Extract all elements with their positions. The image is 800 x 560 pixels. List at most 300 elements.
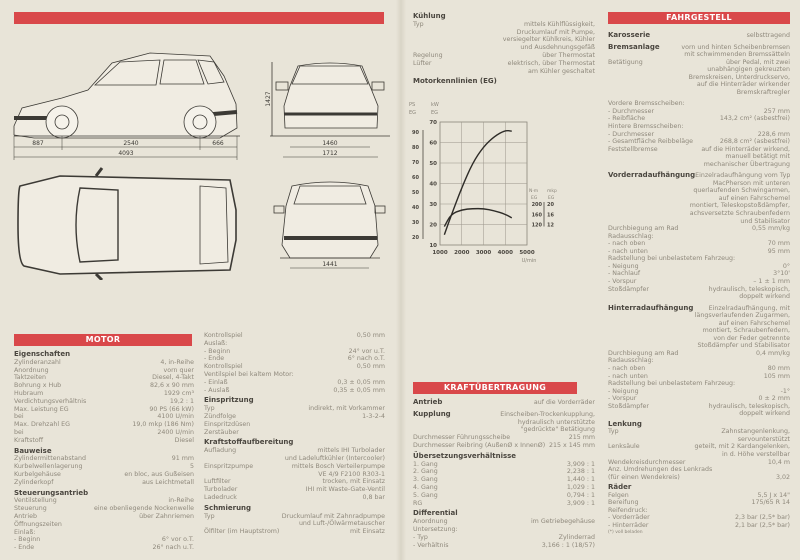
spec-row <box>413 468 595 476</box>
spec-value: mittels Kühlflüssigkeit, <box>523 20 595 28</box>
fahrgestell-banner: FAHRGESTELL <box>608 12 790 24</box>
spec-value: MacPherson mit unteren <box>712 179 790 187</box>
spec-row <box>413 484 595 492</box>
spec-label: Ölfilter (im Hauptstrom) <box>204 528 280 536</box>
spec-row <box>608 225 790 233</box>
spec-value: 82,6 x 90 mm <box>149 382 194 390</box>
spec-value: 175/65 R 14 <box>751 499 790 507</box>
spec-value: elektrisch, über Thermostat <box>507 59 595 67</box>
spec-label: Kurbelwellenlagerung <box>14 463 83 471</box>
spec-value: unabhängigen gekreuzten <box>707 66 790 74</box>
spec-value: 4100 U/min <box>157 413 194 421</box>
spec-row <box>204 379 385 387</box>
engine-curves-chart <box>405 90 565 275</box>
spec-value: 0,794 : 1 <box>566 491 595 499</box>
section-heading: Eigenschaften <box>14 350 71 358</box>
section-heading: Lenkung <box>608 419 642 428</box>
spec-label: Felgen <box>608 491 629 499</box>
spec-value: am Kühler geschaltet <box>527 67 595 75</box>
spec-row <box>608 108 790 116</box>
spec-row <box>608 278 790 286</box>
dim-front-overhang: 887 <box>32 140 44 147</box>
dim-height: 1427 <box>265 91 272 107</box>
spec-value: 0,50 mm <box>356 363 385 371</box>
spec-value: 95 mm <box>767 247 790 255</box>
power-curve <box>444 131 511 235</box>
spec-label: Zündfolge <box>204 412 236 420</box>
spec-row <box>14 471 194 479</box>
nm-tick-label: 120 <box>531 222 542 229</box>
spec-row <box>413 29 595 37</box>
spec-value: 4, in-Reihe <box>160 358 194 366</box>
spec-value: 0 ± 2 mm <box>758 395 790 403</box>
spec-value: und Stabilisator <box>740 217 790 225</box>
section-heading: Bauweise <box>14 446 52 455</box>
spec-row <box>14 359 194 367</box>
spec-value: 0,50 mm <box>356 332 385 339</box>
spec-row <box>608 514 790 522</box>
spec-value: 105 mm <box>763 372 790 380</box>
spec-label: Zylindermittenabstand <box>14 455 87 463</box>
spec-row <box>413 461 595 469</box>
side-view <box>14 53 240 138</box>
car-dimension-drawings <box>0 40 400 280</box>
spec-row <box>608 248 790 256</box>
spec-row <box>608 153 790 161</box>
spec-label: - Beginn <box>14 536 41 544</box>
spec-value: auf die Hinterräder wirkender <box>696 81 790 89</box>
spec-row <box>608 459 790 467</box>
spec-value: Diesel <box>174 436 194 444</box>
spec-row <box>608 240 790 248</box>
spec-row <box>608 499 790 507</box>
section-heading: Kupplung <box>413 409 451 418</box>
spec-label: Anordnung <box>14 366 49 374</box>
spec-value: im Getriebegehäuse <box>530 518 595 526</box>
spec-label: Turbolader <box>204 486 238 494</box>
spec-label: Radstellung bei unbelastetem Fahrzeug: <box>608 380 736 388</box>
spec-row <box>204 478 385 486</box>
spec-row <box>14 536 194 544</box>
spec-value: längsverlaufenden Zugarmen, <box>694 312 790 320</box>
spec-row <box>608 51 790 59</box>
top-view <box>18 168 236 280</box>
spec-row <box>204 355 385 363</box>
section-heading: Hinterradaufhängung <box>608 303 694 312</box>
spec-value: auf einen Fahrschemel <box>718 194 790 202</box>
spec-label: (für einen Wendekreis) <box>608 473 680 481</box>
spec-label: Aufladung <box>204 447 237 455</box>
spec-row <box>14 521 194 529</box>
spec-row <box>14 513 194 521</box>
ps-tick-label: 60 <box>412 175 419 181</box>
spec-value: 5 <box>189 463 194 471</box>
spec-row <box>413 492 595 500</box>
spec-value: – 1 ± 1 mm <box>753 277 790 285</box>
spec-row <box>204 421 385 429</box>
spec-label: Radstellung bei unbelastetem Fahrzeug: <box>608 255 736 263</box>
spec-value: 90 PS (66 kW) <box>149 405 194 413</box>
spec-row <box>608 218 790 226</box>
nm-tick-label: 200 <box>531 202 542 208</box>
spec-row <box>608 522 790 530</box>
spec-label: Steuerung <box>14 505 47 513</box>
spec-label: Antrieb <box>14 512 37 520</box>
spec-row <box>608 335 790 343</box>
spec-label: - Vorspur <box>608 277 637 285</box>
x-tick-label: 5000 <box>519 250 535 256</box>
spec-value: en bloc, aus Gußeisen <box>124 470 194 478</box>
ps-axis-sub: EG <box>409 110 417 116</box>
spec-value: hydraulisch unterstützte <box>517 418 595 426</box>
spec-row <box>608 270 790 278</box>
spec-value: Stoßdämpfer und Stabilisator <box>697 342 790 350</box>
spec-value: in d. Höhe verstellbar <box>722 450 790 458</box>
kraftuebertragung-banner: KRAFTÜBERTRAGUNG <box>413 382 577 394</box>
spec-value: doppelt wirkend <box>739 293 790 301</box>
mkp-axis-sub: EG <box>548 196 555 201</box>
spec-row <box>204 340 385 348</box>
spec-label: - Durchmesser <box>608 130 655 138</box>
ps-tick-label: 20 <box>412 235 419 241</box>
dim-length: 4093 <box>118 150 134 157</box>
spec-value: Zylinderrad <box>558 533 595 541</box>
kw-axis-label: kW <box>431 102 439 108</box>
spec-label: Ventilstellung <box>14 497 57 505</box>
spec-row <box>204 405 385 413</box>
spec-label: Betätigung <box>608 58 643 66</box>
spec-row <box>204 363 385 371</box>
spec-row <box>204 332 385 340</box>
spec-row <box>204 528 385 536</box>
spec-row <box>14 382 194 390</box>
spec-value: 19,2 : 1 <box>169 397 194 405</box>
ps-tick-label: 40 <box>412 205 419 211</box>
spec-row <box>413 500 595 508</box>
spec-heading-row <box>608 44 790 52</box>
spec-label: Stoßdämpfer <box>608 285 649 293</box>
spec-value: Bremskreisen, Unterdruckservo, <box>688 73 790 81</box>
spec-label: Luftfilter <box>204 478 231 486</box>
kw-tick-label: 20 <box>429 222 437 229</box>
x-tick-label: 1000 <box>432 250 448 256</box>
spec-row <box>14 398 194 406</box>
nm-axis-label: N·m <box>529 189 539 194</box>
spec-value: 2,3 bar (2,5* bar) <box>735 514 790 522</box>
spec-value: 0° <box>782 262 790 270</box>
spec-row <box>413 518 595 526</box>
section-heading: Motorkennlinien (EG) <box>413 77 497 86</box>
spec-row <box>608 263 790 271</box>
spec-row <box>204 494 385 502</box>
spec-row <box>608 357 790 365</box>
spec-row <box>413 44 595 52</box>
spec-row <box>413 21 595 29</box>
spec-row <box>413 426 595 434</box>
spec-row <box>608 410 790 418</box>
spec-label: Anordnung <box>413 518 448 526</box>
spec-row <box>204 486 385 494</box>
spec-row <box>608 115 790 123</box>
spec-row <box>608 436 790 444</box>
spec-label: - Hinterräder <box>608 521 649 529</box>
spec-label: Reifendruck: <box>608 506 648 514</box>
spec-label: - Neigung <box>608 387 639 395</box>
spec-value: und Luft-/Ölwärmetauscher <box>298 520 385 528</box>
spec-label: - Beginn <box>204 347 231 355</box>
spec-value: 2,238 : 1 <box>566 468 595 476</box>
spec-label: - nach oben <box>608 240 646 248</box>
spec-label: - nach unten <box>608 372 648 380</box>
spec-label: Stoßdämpfer <box>608 402 649 410</box>
kw-tick-label: 70 <box>429 120 437 126</box>
spec-value: Einscheiben-Trockenkupplung, <box>500 410 595 418</box>
spec-value: 24° vor u.T. <box>348 347 385 355</box>
chassis-specs <box>608 28 790 537</box>
spec-row <box>608 89 790 97</box>
spec-row <box>413 36 595 44</box>
spec-label: 2. Gang <box>413 468 438 476</box>
spec-value: 215 x 145 mm <box>548 441 595 449</box>
front-view <box>270 62 390 136</box>
spec-label: Typ <box>608 428 619 436</box>
spec-row <box>608 66 790 74</box>
spec-row <box>608 202 790 210</box>
spec-row <box>14 455 194 463</box>
spec-label: 1. Gang <box>413 460 438 468</box>
spec-row <box>204 520 385 528</box>
spec-row <box>608 81 790 89</box>
spec-row <box>204 447 385 455</box>
spec-row <box>608 255 790 263</box>
spec-row <box>413 52 595 60</box>
spec-value: vorn quer <box>163 366 194 374</box>
dim-rear-track: 1441 <box>322 261 338 268</box>
kw-tick-label: 10 <box>429 243 437 249</box>
spec-value: Bremskraftregler <box>736 88 790 96</box>
spec-label: - Nachlauf <box>608 270 641 278</box>
spec-value: 215 mm <box>568 434 595 442</box>
spec-value: versiegelter Kühlkreis, Kühler <box>502 36 595 44</box>
cooling-specs <box>413 10 595 86</box>
spec-value: 1,440 : 1 <box>566 476 595 484</box>
spec-value: und Ladeluftkühler (Intercooler) <box>284 454 385 462</box>
spec-value: 5,5 J x 14" <box>757 491 790 499</box>
spec-value: selbsttragend <box>746 32 790 39</box>
spec-row <box>608 403 790 411</box>
spec-label: Typ <box>204 405 215 413</box>
section-heading: Kraftstoffaufbereitung <box>204 438 294 447</box>
spec-label: Zerstäuber <box>204 428 239 436</box>
spec-row <box>608 388 790 396</box>
spec-row <box>14 406 194 414</box>
spec-label: - nach unten <box>608 247 648 255</box>
spec-row <box>14 429 194 437</box>
spec-value: mit schwimmenden Bremssätteln <box>684 51 790 59</box>
spec-value: montiert, Teleskopstoßdämpfer, <box>689 202 790 210</box>
spec-label: - Neigung <box>608 262 639 270</box>
spec-value: Einzelradaufhängung, mit <box>708 304 790 312</box>
spec-label: Durchbiegung am Rad <box>608 349 679 357</box>
spec-row <box>413 526 595 534</box>
spec-label: Anz. Umdrehungen des Lenkrads <box>608 466 713 474</box>
spec-label: Ventilspiel bei kaltem Motor: <box>204 370 294 378</box>
spec-label: - Ende <box>204 355 225 363</box>
mkp-tick-label: 20 <box>547 202 554 208</box>
section-heading: Übersetzungsverhältnisse <box>413 451 517 460</box>
spec-row <box>413 476 595 484</box>
spec-label: - Einlaß <box>204 378 228 386</box>
spec-value: mechanischer Übertragung <box>703 160 790 168</box>
ps-tick-label: 50 <box>412 190 419 196</box>
x-axis-label: U/min <box>521 258 537 264</box>
spec-value: 0,4 mm/kg <box>755 349 790 357</box>
spec-row <box>608 187 790 195</box>
spec-label: Durchmesser Reibring (AußenØ x InnenØ) <box>413 441 546 449</box>
spec-label: - Durchmesser <box>608 107 655 115</box>
spec-row <box>608 320 790 328</box>
spec-value: in-Reihe <box>168 497 194 505</box>
spec-label: Hubraum <box>14 389 44 397</box>
spec-row <box>608 327 790 335</box>
ps-tick-label: 80 <box>412 145 419 151</box>
x-tick-label: 2000 <box>454 250 470 256</box>
spec-value: 0,8 bar <box>362 493 385 501</box>
section-heading: Steuerungsantrieb <box>14 488 89 497</box>
spec-row <box>608 100 790 108</box>
spec-label: 3. Gang <box>413 476 438 484</box>
spec-value: 1-3-2-4 <box>362 412 385 420</box>
spec-value: querlaufenden Schwingarmen, <box>693 187 790 195</box>
kw-tick-label: 30 <box>429 202 437 208</box>
spec-value: auf die Vorderräder <box>533 399 595 406</box>
kw-tick-label: 50 <box>429 161 437 167</box>
spec-row <box>204 371 385 379</box>
dim-width: 1712 <box>322 150 338 157</box>
spec-heading-row <box>608 172 790 180</box>
dim-rear-overhang: 666 <box>212 140 224 147</box>
section-heading: Antrieb <box>413 398 443 406</box>
spec-row <box>14 390 194 398</box>
spec-value: Diesel, 4-Takt <box>152 374 194 382</box>
spec-label: Öffnungszeiten <box>14 520 62 528</box>
section-heading: Räder <box>608 483 632 492</box>
spec-label: Max. Leistung EG <box>14 405 69 413</box>
spec-label: Typ <box>204 512 215 520</box>
x-tick-label: 4000 <box>497 250 513 256</box>
dim-wheelbase: 2540 <box>123 140 139 147</box>
spec-row <box>204 471 385 479</box>
top-banner <box>14 12 384 24</box>
section-heading: Schmierung <box>204 503 252 512</box>
spec-row <box>608 180 790 188</box>
spec-row <box>608 451 790 459</box>
spec-value: 26° nach u.T. <box>152 544 194 552</box>
spec-value: 70 mm <box>767 240 790 248</box>
nm-axis-sub: EG <box>531 196 538 201</box>
spec-label: Regelung <box>413 51 443 59</box>
spec-label: 5. Gang <box>413 491 438 499</box>
spec-row <box>14 497 194 505</box>
spec-row <box>608 350 790 358</box>
spec-label: - Auslaß <box>204 386 230 394</box>
mkp-axis-label: mkp <box>547 189 557 194</box>
spec-label: Verdichtungsverhältnis <box>14 397 87 405</box>
spec-value: "gedrückte" Betätigung <box>520 426 595 434</box>
spec-row <box>413 534 595 542</box>
nm-tick-label: 160 <box>531 212 542 219</box>
spec-row <box>608 507 790 515</box>
spec-label: - Typ <box>413 533 428 541</box>
spec-value: 19,0 mkp (186 Nm) <box>132 421 194 429</box>
ps-tick-label: 90 <box>412 130 419 136</box>
spec-label: Kontrollspiel <box>204 363 243 371</box>
spec-label: Kraftstoff <box>14 436 44 444</box>
spec-label: Durchmesser Führungsscheibe <box>413 434 511 442</box>
spec-value: 1929 cm³ <box>163 389 194 397</box>
spec-row <box>608 210 790 218</box>
spec-label: bei <box>14 428 24 436</box>
section-heading: Einspritzung <box>204 396 254 405</box>
spec-row <box>608 443 790 451</box>
footnote: (*) voll beladen <box>608 530 643 536</box>
motor-banner: MOTOR <box>14 334 192 346</box>
spec-value: über Zahnriemen <box>139 512 194 520</box>
spec-row <box>608 123 790 131</box>
ps-axis-label: PS <box>409 102 416 108</box>
spec-label: Bohrung x Hub <box>14 382 62 390</box>
spec-label: Wendekreisdurchmesser <box>608 458 686 466</box>
section-heading: Differential <box>413 509 458 518</box>
spec-row <box>608 365 790 373</box>
spec-row <box>14 367 194 375</box>
spec-row <box>608 59 790 67</box>
spec-label: - Ende <box>14 544 35 552</box>
spec-row <box>413 60 595 68</box>
spec-label: Durchbiegung am Rad <box>608 225 679 233</box>
spec-label: Radausschlag: <box>608 232 654 240</box>
spec-label: Bereifung <box>608 499 639 507</box>
spec-row <box>608 312 790 320</box>
torque-curve <box>444 209 511 227</box>
spec-label: Auslaß: <box>204 339 228 347</box>
spec-value: auf die Hinterräder wirkend, <box>701 145 790 153</box>
spec-label: RG <box>413 499 423 507</box>
spec-row <box>413 542 595 550</box>
spec-label: Einspritzdüsen <box>204 420 251 428</box>
spec-value: 1,029 : 1 <box>566 483 595 491</box>
spec-value: und Ausdehnungsgefäß <box>520 44 595 52</box>
spec-value: IHI mit Waste-Gate-Ventil <box>305 486 385 494</box>
spec-value: auf einen Fahrschemel <box>718 319 790 327</box>
spec-label: - nach oben <box>608 364 646 372</box>
spec-label: Radausschlag: <box>608 357 654 365</box>
spec-value: indirekt, mit Vorkammer <box>308 405 385 413</box>
spec-label: bei <box>14 413 24 421</box>
spec-value: 3,909 : 1 <box>566 460 595 468</box>
spec-label: - Vorspur <box>608 395 637 403</box>
spec-value: hydraulisch, teleskopisch, <box>708 402 790 410</box>
transmission-specs <box>413 395 595 549</box>
spec-label: Zylinderkopf <box>14 478 54 486</box>
spec-row <box>14 505 194 513</box>
spec-row <box>608 466 790 474</box>
spec-value: von der Feder getrennte <box>713 334 790 342</box>
spec-label: 4. Gang <box>413 483 438 491</box>
spec-label: - Gesamtfläche Reibbeläge <box>608 138 693 146</box>
spec-value: 91 mm <box>171 455 194 463</box>
spec-label: Ladedruck <box>204 493 237 501</box>
